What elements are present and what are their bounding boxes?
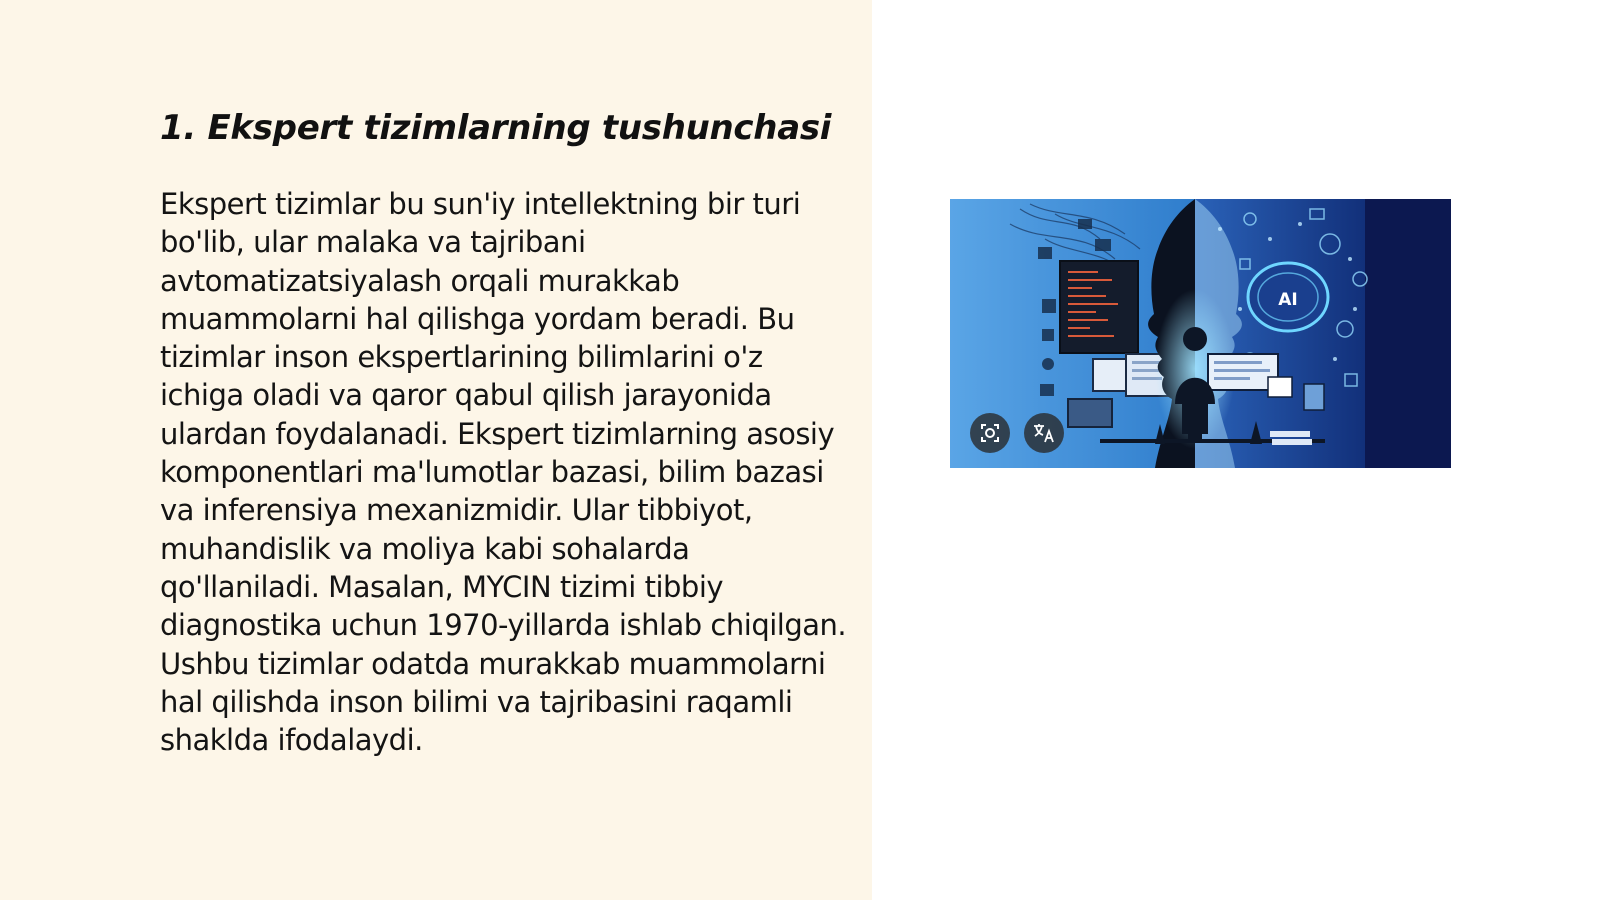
ai-brain-label: AI: [1278, 290, 1298, 310]
ai-illustration: [950, 199, 1451, 468]
translate-button[interactable]: [1024, 413, 1064, 453]
translate-icon: [1032, 422, 1056, 444]
lens-button[interactable]: [970, 413, 1010, 453]
lens-icon: [979, 422, 1001, 444]
slide-paragraph: Ekspert tizimlar bu sun'iy intellektning bir turi bo'lib, ular malaka va tajribani avtomatizatsiyalash orqali murakkab muammolarni hal qilishga yordam beradi. Bu tizimlar inson ekspertlarining bilimlarini o'z ichiga oladi va qaror qabul qilish jarayonida ulardan foydalanadi. Ekspert tizimlarning asosiy komponentlari ma'lumotlar bazasi, bilim bazasi va inferensiya mexanizmidir. Ular tibbiyot, muhandislik va moliya kabi sohalarda qo'llaniladi. Masalan, MYCIN tizimi tibbiy diagnostika uchun 1970-yillarda ishlab chiqilgan. Ushbu tizimlar odatda murakkab muammolarni hal qilishda inson bilimi va tajribasini raqamli shaklda ifodalaydi.: [160, 187, 847, 758]
slide-title: 1. Ekspert tizimlarning tushunchasi: [160, 108, 832, 148]
